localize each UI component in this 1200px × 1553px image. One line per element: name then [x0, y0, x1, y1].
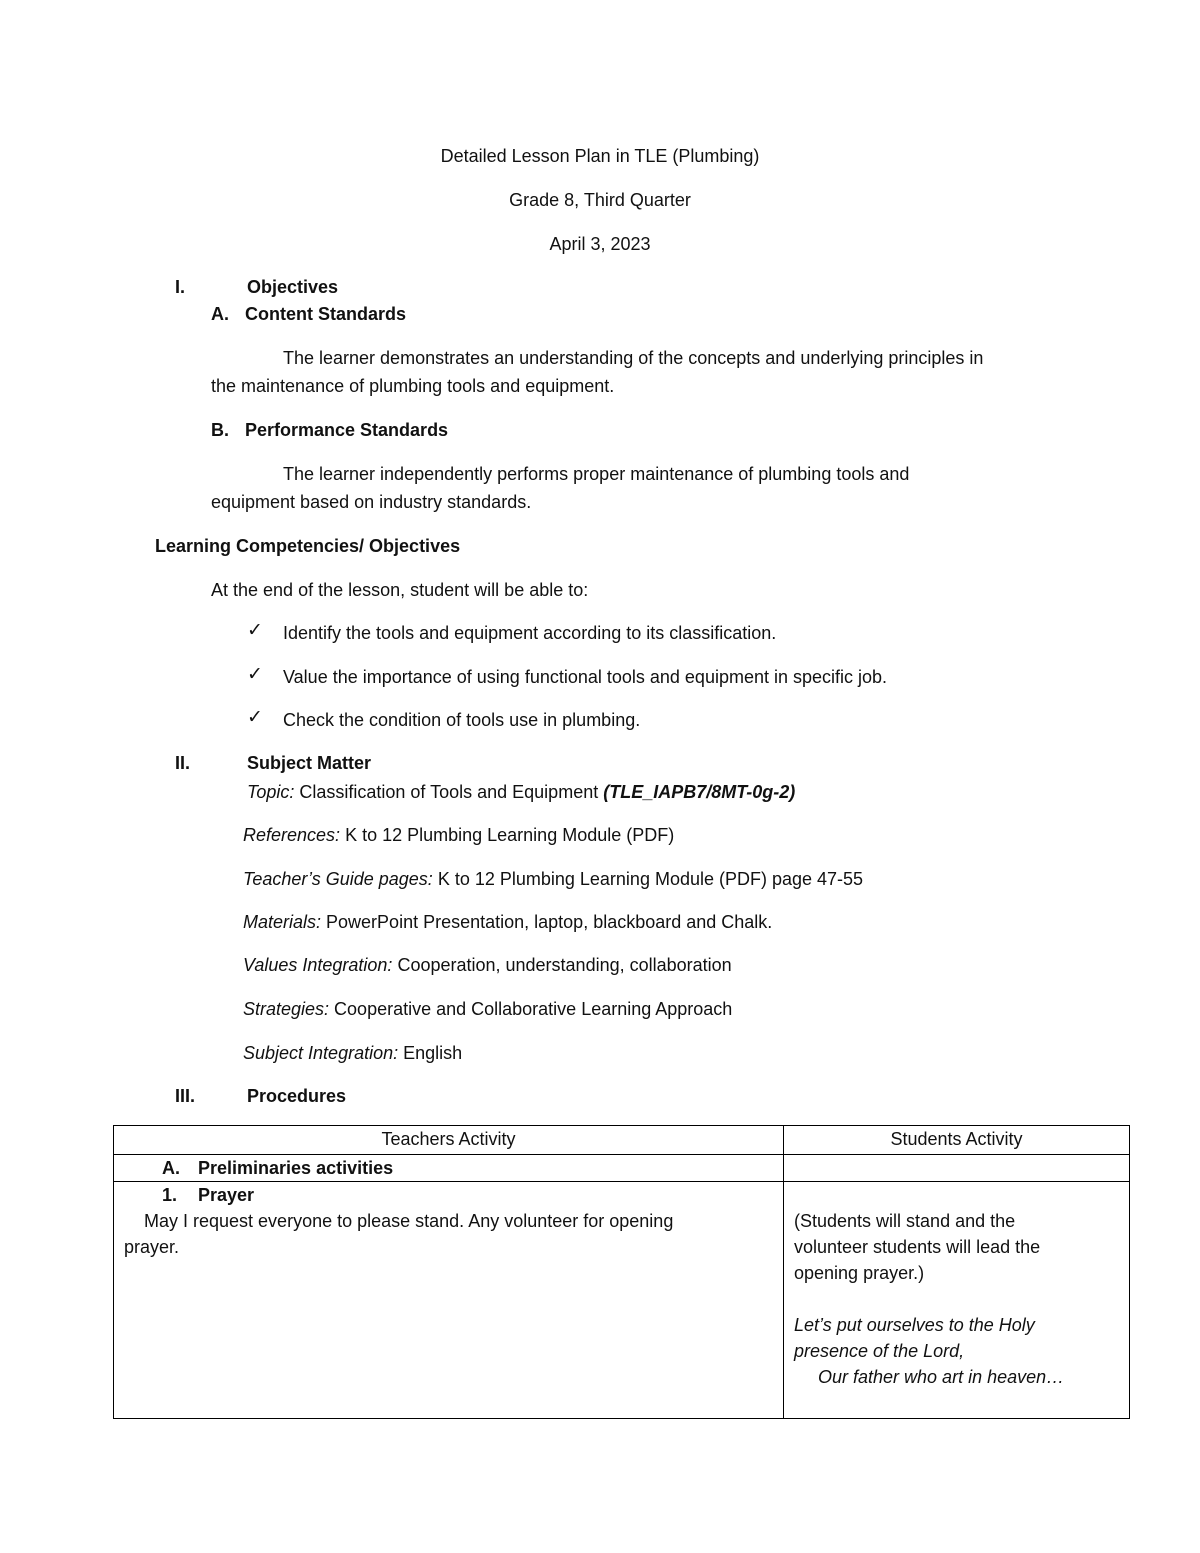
competency-item: Value the importance of using functional tools and equipment in specific job. — [283, 667, 888, 687]
table-row — [114, 1182, 1130, 1419]
student-prayer-line3: Our father who art in heaven… — [818, 1367, 1065, 1387]
references-line — [243, 824, 674, 846]
teacher-text-line1: May I request everyone to please stand. Any volunteer for opening — [144, 1211, 674, 1231]
subsection-title-performance-standards: Performance Standards — [245, 420, 449, 440]
procedures-table — [113, 1125, 1130, 1419]
topic-line — [247, 781, 795, 803]
subsection-letter-performance: B. — [211, 420, 229, 440]
competencies-title: Learning Competencies/ Objectives — [155, 536, 461, 556]
student-text-line1: (Students will stand and the — [794, 1211, 1016, 1231]
section-number-objectives: I. — [175, 277, 186, 297]
check-icon: ✓ — [247, 707, 263, 728]
topic-label: Topic: — [247, 782, 295, 802]
student-text-line3: opening prayer.) — [794, 1263, 925, 1283]
subsection-title-content-standards: Content Standards — [245, 304, 407, 324]
section-number-subject-matter: II. — [175, 753, 191, 773]
teacher-activity-cell — [114, 1182, 784, 1419]
content-standards-text-line2: the maintenance of plumbing tools and equipment. — [211, 376, 615, 396]
check-icon: ✓ — [247, 620, 263, 641]
student-activity-cell — [784, 1182, 1130, 1419]
student-text-line2: volunteer students will lead the — [794, 1237, 1041, 1257]
empty-cell — [784, 1155, 1130, 1182]
item-title: Prayer — [198, 1185, 255, 1205]
teachers-guide-value: K to 12 Plumbing Learning Module (PDF) page 47-55 — [432, 869, 864, 889]
materials-label: Materials: — [243, 912, 322, 932]
materials-line — [243, 911, 772, 933]
teacher-text-line2: prayer. — [124, 1237, 180, 1257]
section-title-subject-matter: Subject Matter — [247, 753, 372, 773]
competencies-intro: At the end of the lesson, student will be able to: — [211, 580, 589, 600]
section-title-procedures: Procedures — [247, 1086, 347, 1106]
performance-standards-text-line1: The learner independently performs proper maintenance of plumbing tools and — [283, 464, 910, 484]
references-label: References: — [243, 825, 341, 845]
teachers-guide-line — [243, 868, 863, 890]
document-date: April 3, 2023 — [549, 234, 651, 254]
references-value: K to 12 Plumbing Learning Module (PDF) — [340, 825, 675, 845]
performance-standards-text-line2: equipment based on industry standards. — [211, 492, 532, 512]
topic-value: Classification of Tools and Equipment — [294, 782, 604, 802]
check-icon: ✓ — [247, 664, 263, 685]
subject-integration-label: Subject Integration: — [243, 1043, 399, 1063]
student-prayer-line2: presence of the Lord, — [794, 1341, 965, 1361]
section-number-procedures: III. — [175, 1086, 196, 1106]
content-standards-text-line1: The learner demonstrates an understanding of the concepts and underlying principles in — [283, 348, 984, 368]
column-header-teachers: Teachers Activity — [114, 1126, 784, 1155]
competency-item: Identify the tools and equipment according to its classification. — [283, 623, 777, 643]
student-prayer-line1: Let’s put ourselves to the Holy — [794, 1315, 1035, 1335]
table-row — [114, 1155, 1130, 1182]
competency-item: Check the condition of tools use in plumbing. — [283, 710, 641, 730]
materials-value: PowerPoint Presentation, laptop, blackboard and Chalk. — [321, 912, 773, 932]
strategies-line — [243, 998, 732, 1020]
subsection-letter-content: A. — [211, 304, 229, 324]
column-header-students: Students Activity — [784, 1126, 1130, 1155]
document-grade: Grade 8, Third Quarter — [509, 190, 691, 210]
values-integration-label: Values Integration: — [243, 955, 393, 975]
strategies-label: Strategies: — [243, 999, 330, 1019]
topic-code: (TLE_IAPB7/8MT-0g-2) — [603, 782, 796, 802]
section-letter: A. — [162, 1158, 180, 1178]
subject-integration-value: English — [398, 1043, 463, 1063]
section-cell — [114, 1155, 784, 1182]
table-header-row — [114, 1126, 1130, 1155]
item-number: 1. — [162, 1185, 178, 1205]
document-title: Detailed Lesson Plan in TLE (Plumbing) — [440, 146, 760, 166]
values-integration-line — [243, 954, 732, 976]
values-integration-value: Cooperation, understanding, collaboration — [392, 955, 732, 975]
section-heading: Preliminaries activities — [198, 1158, 394, 1178]
teachers-guide-label: Teacher’s Guide pages: — [243, 869, 433, 889]
subject-integration-line — [243, 1042, 462, 1064]
strategies-value: Cooperative and Collaborative Learning Approach — [329, 999, 733, 1019]
section-title-objectives: Objectives — [247, 277, 339, 297]
